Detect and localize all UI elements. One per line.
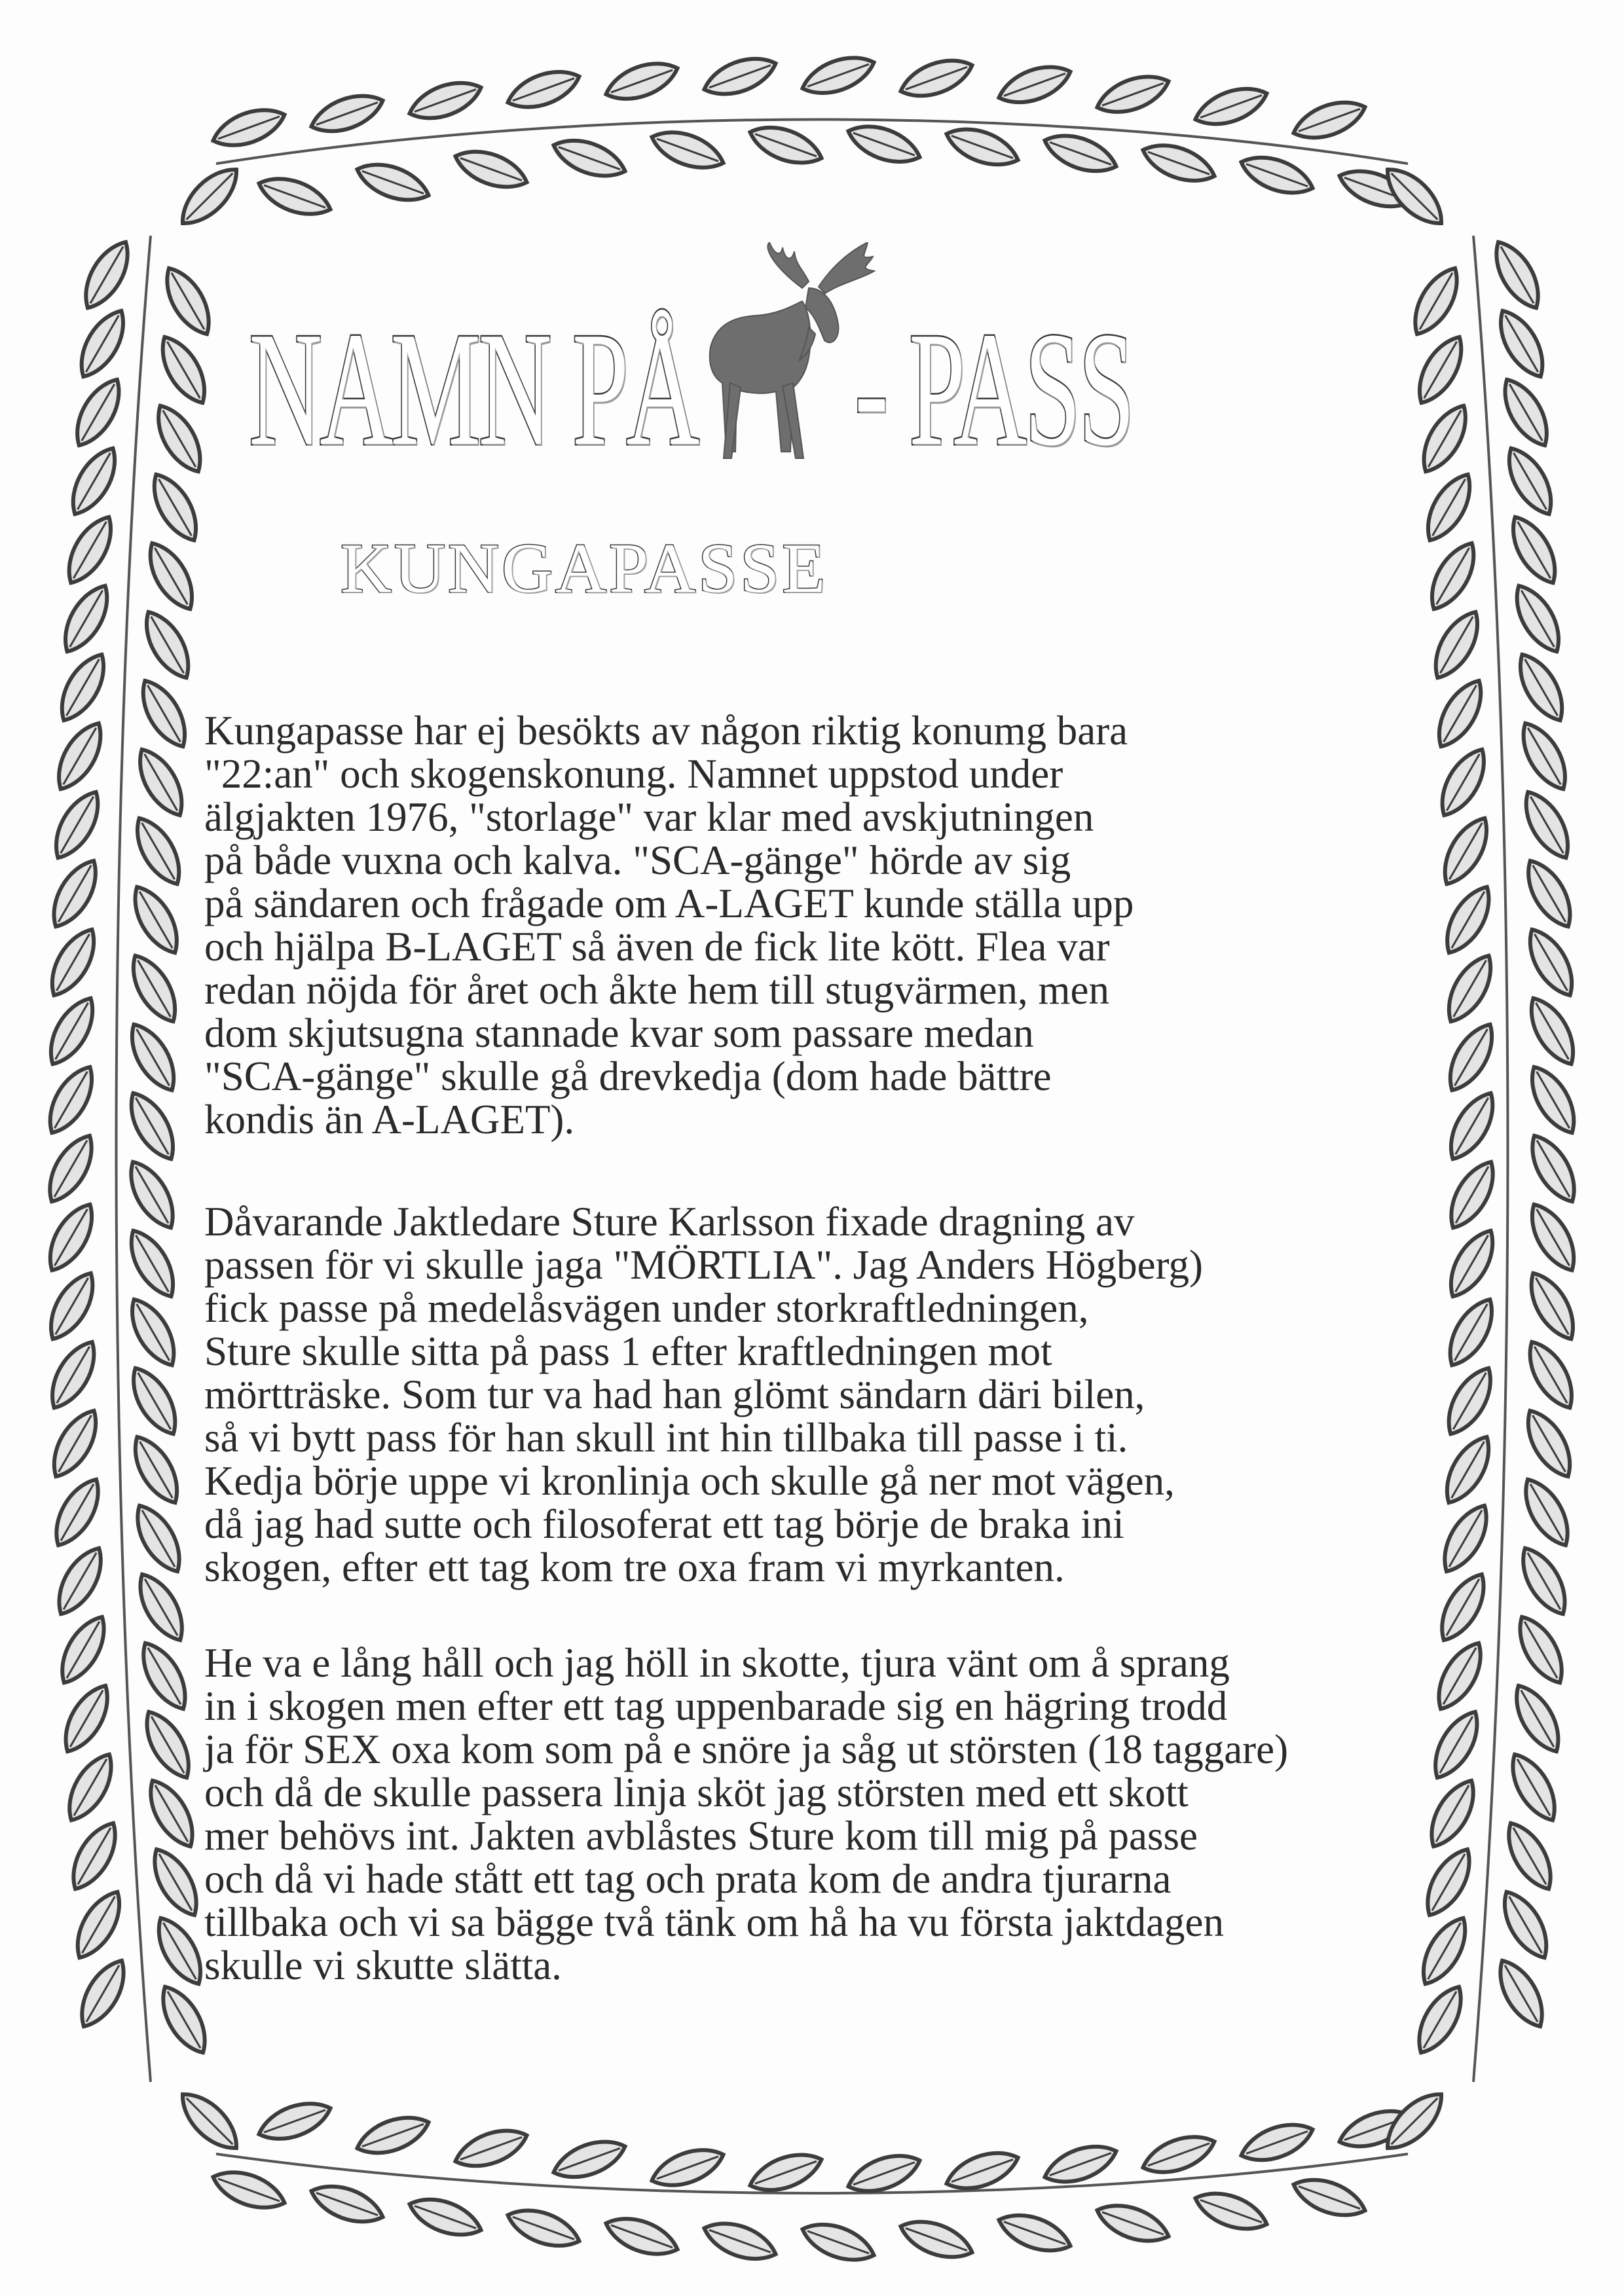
laurel-leaf: [1436, 880, 1500, 960]
paragraph-line: "22:an" och skogenskonung. Namnet uppstod under: [204, 751, 1063, 797]
laurel-leaf: [601, 54, 682, 108]
story-paragraph-2: [204, 1200, 1203, 1589]
laurel-leaf: [55, 1679, 119, 1759]
paragraph-line: "SCA-gänge" skulle gå drevkedja (dom hade bättre: [204, 1053, 1052, 1099]
laurel-leaf: [1505, 1679, 1569, 1759]
paragraph-line: redan nöjda för året och åkte hem till stugvärmen, men: [204, 967, 1110, 1013]
laurel-leaf: [129, 742, 193, 823]
laurel-leaf: [1428, 1636, 1492, 1717]
laurel-leaf: [54, 579, 118, 659]
laurel-leaf: [1515, 1472, 1579, 1553]
laurel-leaf: [1434, 1499, 1498, 1579]
laurel-leaf: [139, 1774, 203, 1854]
laurel-leaf: [1439, 1292, 1503, 1373]
laurel-leaf: [405, 2190, 486, 2244]
laurel-leaf: [1431, 1567, 1494, 1648]
laurel-leaf: [1517, 1404, 1581, 1484]
laurel-leaf: [1502, 1747, 1566, 1828]
paragraph-line: på sändaren och frågade om A-LAGET kunde ställa upp: [204, 881, 1134, 926]
laurel-leaf: [1190, 2184, 1272, 2238]
paragraph-line: och då vi hade stått ett tag och prata kom de andra tjurarna: [204, 1856, 1172, 1902]
laurel-leaf: [144, 1842, 208, 1923]
laurel-leaf: [136, 1705, 200, 1785]
laurel-leaf: [39, 1197, 103, 1278]
laurel-leaf: [1494, 1885, 1557, 1965]
laurel-leaf: [48, 716, 111, 797]
laurel-leaf: [1416, 1842, 1480, 1923]
laurel-leaf: [1092, 2196, 1173, 2250]
laurel-leaf: [1425, 605, 1488, 685]
laurel-leaf: [122, 949, 186, 1029]
laurel-leaf: [39, 1060, 103, 1140]
paragraph-line: Kedja börje uppe vi kronlinja och skulle gå ner mot vägen,: [204, 1458, 1175, 1504]
laurel-leaf: [132, 1636, 196, 1717]
laurel-leaf: [122, 1361, 186, 1442]
paragraph-line: och då de skulle passera linja sköt jag störsten med ett skott: [204, 1770, 1189, 1815]
laurel-leaf: [1439, 1017, 1503, 1098]
laurel-leaf: [208, 2163, 289, 2217]
paragraph-line: passen för vi skulle jaga "MÖRTLIA". Jag Anders Högberg): [204, 1242, 1203, 1288]
laurel-leaf: [66, 373, 130, 453]
laurel-leaf: [1440, 1086, 1504, 1167]
laurel-leaf: [1494, 373, 1558, 453]
laurel-leaf: [152, 330, 215, 410]
laurel-leaf: [451, 143, 532, 196]
laurel-leaf: [1498, 441, 1562, 522]
paragraph-line: Kungapasse har ej besökts av någon riktig konumg bara: [204, 708, 1128, 754]
laurel-leaf: [1515, 785, 1579, 866]
laurel-leaf: [352, 155, 434, 209]
laurel-leaf: [503, 2201, 584, 2255]
laurel-leaf: [1289, 93, 1370, 147]
laurel-leaf: [1498, 1816, 1561, 1897]
laurel-leaf: [1409, 330, 1472, 410]
laurel-leaf: [124, 880, 188, 960]
laurel-leaf: [43, 854, 107, 934]
laurel-leaf: [1236, 149, 1318, 202]
laurel-leaf: [1521, 991, 1584, 1072]
paragraph-line: He va e lång håll och jag höll in skotte, tjura vänt om å sprang: [204, 1640, 1230, 1686]
paragraph-line: in i skogen men efter ett tag uppenbarade sig en hägring trodd: [204, 1683, 1228, 1729]
laurel-leaf: [1441, 1155, 1504, 1235]
laurel-leaf: [647, 2141, 728, 2195]
laurel-leaf: [549, 2132, 630, 2186]
laurel-leaf: [994, 58, 1075, 111]
laurel-leaf: [994, 2206, 1075, 2260]
laurel-leaf: [130, 1567, 193, 1648]
laurel-leaf: [352, 2109, 434, 2162]
laurel-leaf: [1440, 1224, 1504, 1304]
laurel-leaf: [1434, 811, 1498, 892]
laurel-leaf: [1092, 67, 1173, 121]
laurel-leaf: [41, 1335, 105, 1415]
laurel-leaf: [306, 2178, 388, 2231]
laurel-leaf: [45, 785, 109, 866]
paragraph-line: kondis än A-LAGET).: [204, 1097, 575, 1142]
laurel-leaf: [1040, 126, 1121, 180]
paragraph-line: tillbaka och vi sa bägge två tänk om hå ha vu första jaktdagen: [204, 1899, 1225, 1945]
laurel-leaf: [1486, 235, 1549, 316]
laurel-leaf: [172, 2084, 247, 2159]
laurel-leaf: [699, 2214, 781, 2268]
laurel-leaf: [71, 304, 134, 384]
paragraph-line: ja för SEX oxa kom som på e snöre ja såg ut störsten (18 taggare): [204, 1726, 1289, 1772]
laurel-leaf: [40, 1266, 103, 1347]
laurel-leaf: [1521, 1197, 1585, 1278]
laurel-leaf: [798, 2215, 879, 2269]
paragraph-line: och hjälpa B-LAGET så även de fick lite kött. Flea var: [204, 924, 1110, 970]
paragraph-line: Dåvarande Jaktledare Sture Karlsson fixade dragning av: [204, 1199, 1135, 1245]
laurel-leaf: [896, 2213, 977, 2267]
laurel-leaf: [1289, 2171, 1370, 2225]
laurel-leaf: [1506, 579, 1570, 659]
laurel-leaf: [1517, 854, 1581, 934]
laurel-leaf: [254, 170, 335, 223]
laurel-leaf: [120, 1086, 184, 1167]
laurel-leaf: [1417, 467, 1481, 548]
laurel-leaf: [67, 1885, 130, 1965]
laurel-leaf: [1138, 136, 1219, 190]
laurel-leaf: [139, 536, 203, 617]
laurel-leaf: [46, 1472, 109, 1553]
laurel-leaf: [1438, 1361, 1502, 1442]
laurel-leaf: [40, 991, 103, 1072]
laurel-leaf: [601, 2210, 682, 2263]
laurel-leaf: [1421, 1774, 1485, 1854]
laurel-leaf: [127, 1499, 191, 1579]
laurel-leaf: [120, 1224, 184, 1304]
laurel-leaf: [136, 605, 199, 685]
laurel-leaf: [148, 1911, 212, 1992]
laurel-leaf: [896, 51, 977, 105]
laurel-leaf: [62, 441, 126, 522]
laurel-leaf: [58, 510, 122, 591]
laurel-leaf: [143, 467, 207, 548]
laurel-leaf: [1428, 674, 1492, 754]
paragraph-line: dom skjutsugna stannade kvar som passare medan: [204, 1010, 1034, 1056]
laurel-leaf: [1521, 1060, 1585, 1140]
title-namn-pa: NAMN PÅ: [249, 299, 697, 480]
laurel-leaf: [699, 50, 781, 103]
title-pass: - PASS: [855, 299, 1133, 480]
laurel-leaf: [147, 399, 211, 479]
laurel-leaf: [1438, 949, 1502, 1029]
laurel-leaf: [51, 1610, 115, 1690]
laurel-leaf: [1138, 2128, 1219, 2181]
laurel-leaf: [942, 120, 1023, 173]
laurel-leaf: [1236, 2115, 1318, 2169]
paragraph-line: älgjakten 1976, "storlage" var klar med avskjutningen: [204, 794, 1094, 840]
paragraph-line: mörtträske. Som tur va had han glömt sändarn däri bilen,: [204, 1372, 1145, 1417]
laurel-leaf: [1409, 1980, 1472, 2060]
laurel-leaf: [71, 1954, 134, 2034]
laurel-leaf: [1190, 80, 1272, 134]
laurel-leaf: [41, 922, 105, 1003]
pass-name-subtitle: KUNGAPASSE: [341, 530, 828, 608]
laurel-leaf: [1405, 261, 1468, 342]
laurel-leaf: [58, 1747, 122, 1828]
laurel-leaf: [121, 1292, 185, 1373]
laurel-leaf: [1421, 536, 1485, 617]
laurel-leaf: [306, 86, 388, 140]
laurel-leaf: [126, 811, 190, 892]
laurel-leaf: [1513, 716, 1576, 797]
laurel-leaf: [647, 123, 728, 177]
laurel-leaf: [1522, 1129, 1585, 1209]
laurel-leaf: [1424, 1705, 1488, 1785]
laurel-leaf: [1436, 1430, 1500, 1510]
laurel-leaf: [1413, 399, 1477, 479]
laurel-leaf: [745, 2145, 826, 2199]
laurel-leaf: [208, 101, 289, 155]
laurel-leaf: [121, 1017, 185, 1098]
laurel-leaf: [152, 1980, 215, 2060]
laurel-leaf: [1490, 304, 1553, 384]
laurel-leaf: [1412, 1911, 1476, 1992]
paragraph-line: Sture skulle sitta på pass 1 efter kraftledningen mot: [204, 1328, 1052, 1374]
story-paragraph-3: [204, 1641, 1288, 1987]
paragraph-line: skogen, efter ett tag kom tre oxa fram vi myrkanten.: [204, 1544, 1065, 1590]
laurel-leaf: [1431, 742, 1495, 823]
laurel-leaf: [120, 1155, 184, 1235]
laurel-leaf: [39, 1129, 103, 1209]
paragraph-line: skulle vi skutte slätta.: [204, 1942, 562, 1988]
laurel-leaf: [405, 74, 486, 128]
laurel-leaf: [51, 647, 115, 728]
laurel-leaf: [63, 1816, 126, 1897]
paragraph-line: så vi bytt pass för han skull int hin tillbaka till passe i ti.: [204, 1415, 1128, 1461]
laurel-leaf: [124, 1430, 188, 1510]
laurel-leaf: [132, 674, 196, 754]
laurel-leaf: [1519, 922, 1583, 1003]
laurel-leaf: [48, 1541, 112, 1622]
paragraph-line: på både vuxna och kalva. "SCA-gänge" hörde av sig: [204, 837, 1071, 883]
laurel-leaf: [1490, 1954, 1553, 2034]
laurel-leaf: [254, 2094, 335, 2148]
laurel-leaf: [1521, 1266, 1584, 1347]
paragraph-line: mer behövs int. Jakten avblåstes Sture kom till mig på passe: [204, 1813, 1198, 1859]
laurel-leaf: [503, 63, 584, 117]
laurel-leaf: [549, 132, 630, 185]
laurel-leaf: [172, 159, 247, 234]
laurel-leaf: [798, 48, 879, 102]
laurel-leaf: [1509, 647, 1573, 728]
laurel-leaf: [1502, 510, 1566, 591]
laurel-leaf: [1512, 1541, 1576, 1622]
laurel-leaf: [1509, 1610, 1573, 1690]
story-paragraph-1: [204, 709, 1134, 1141]
laurel-leaf: [451, 2121, 532, 2175]
laurel-leaf: [157, 261, 220, 342]
laurel-leaf: [1519, 1335, 1583, 1415]
paragraph-line: fick passe på medelåsvägen under storkraftledningen,: [204, 1285, 1089, 1331]
laurel-leaf: [43, 1404, 107, 1484]
laurel-leaf: [843, 117, 925, 171]
laurel-leaf: [75, 235, 139, 316]
paragraph-line: då jag had sutte och filosoferat ett tag börje de braka ini: [204, 1501, 1124, 1547]
laurel-leaf: [745, 118, 826, 172]
